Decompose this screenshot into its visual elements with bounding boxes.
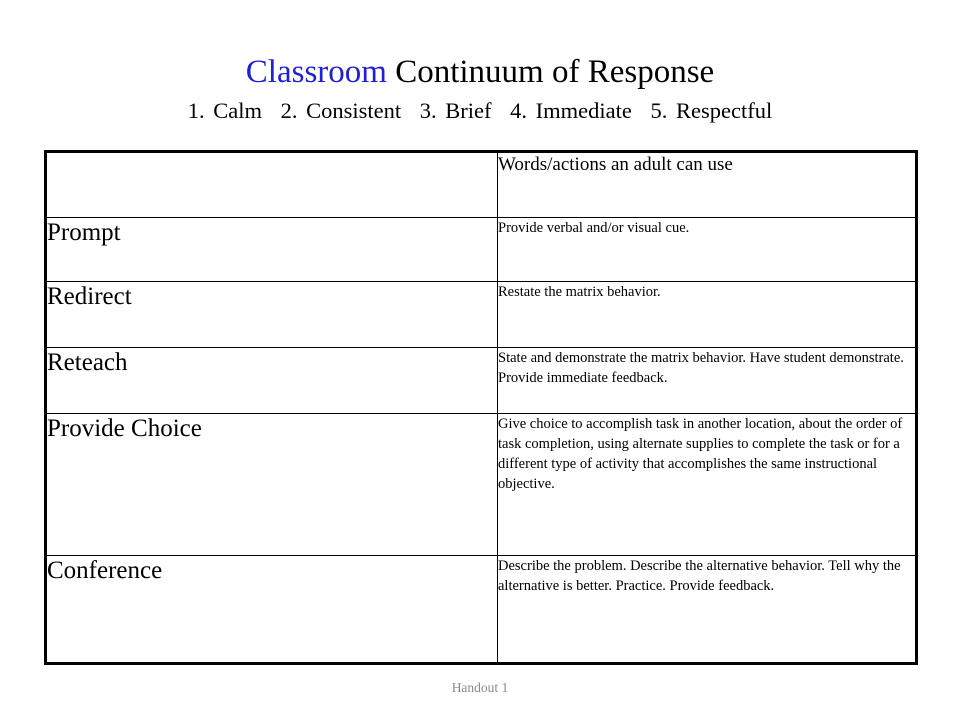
footer-handout-label: Handout 1 — [451, 680, 509, 695]
table-row — [46, 348, 917, 414]
table-header-row — [46, 152, 917, 218]
row-description: State and demonstrate the matrix behavior. Have student demonstrate. Provide immediate feedback. — [498, 348, 917, 414]
continuum-table — [44, 150, 918, 665]
title-main-text: Continuum of Response — [395, 54, 715, 90]
row-label: Redirect — [46, 282, 498, 348]
row-label: Conference — [46, 556, 498, 664]
table-row — [46, 282, 917, 348]
table-row — [46, 556, 917, 664]
row-label: Reteach — [46, 348, 498, 414]
row-label: Provide Choice — [46, 414, 498, 556]
row-description: Give choice to accomplish task in another location, about the order of task completion, using alternate supplies to complete the task or for a different type of activity that accomplishes the same instructional objective. — [498, 414, 917, 556]
row-label: Prompt — [46, 218, 498, 282]
title-accent-word: Classroom — [245, 54, 387, 90]
header-cell-actions: Words/actions an adult can use — [498, 152, 917, 218]
principle-item: 1. Calm — [187, 98, 263, 123]
row-description: Provide verbal and/or visual cue. — [498, 218, 917, 282]
table-row — [46, 414, 917, 556]
principle-item: 3. Brief — [419, 98, 492, 123]
principle-item: 5. Respectful — [650, 98, 773, 123]
row-description: Describe the problem. Describe the alternative behavior. Tell why the alternative is better. Practice. Provide feedback. — [498, 556, 917, 664]
header-empty-cell — [46, 152, 498, 218]
principle-item: 4. Immediate — [510, 98, 632, 123]
table-row — [46, 218, 917, 282]
row-description: Restate the matrix behavior. — [498, 282, 917, 348]
slide-title-block — [0, 52, 960, 126]
principles-list — [0, 96, 960, 126]
principle-item: 2. Consistent — [280, 98, 402, 123]
slide-title — [0, 52, 960, 92]
